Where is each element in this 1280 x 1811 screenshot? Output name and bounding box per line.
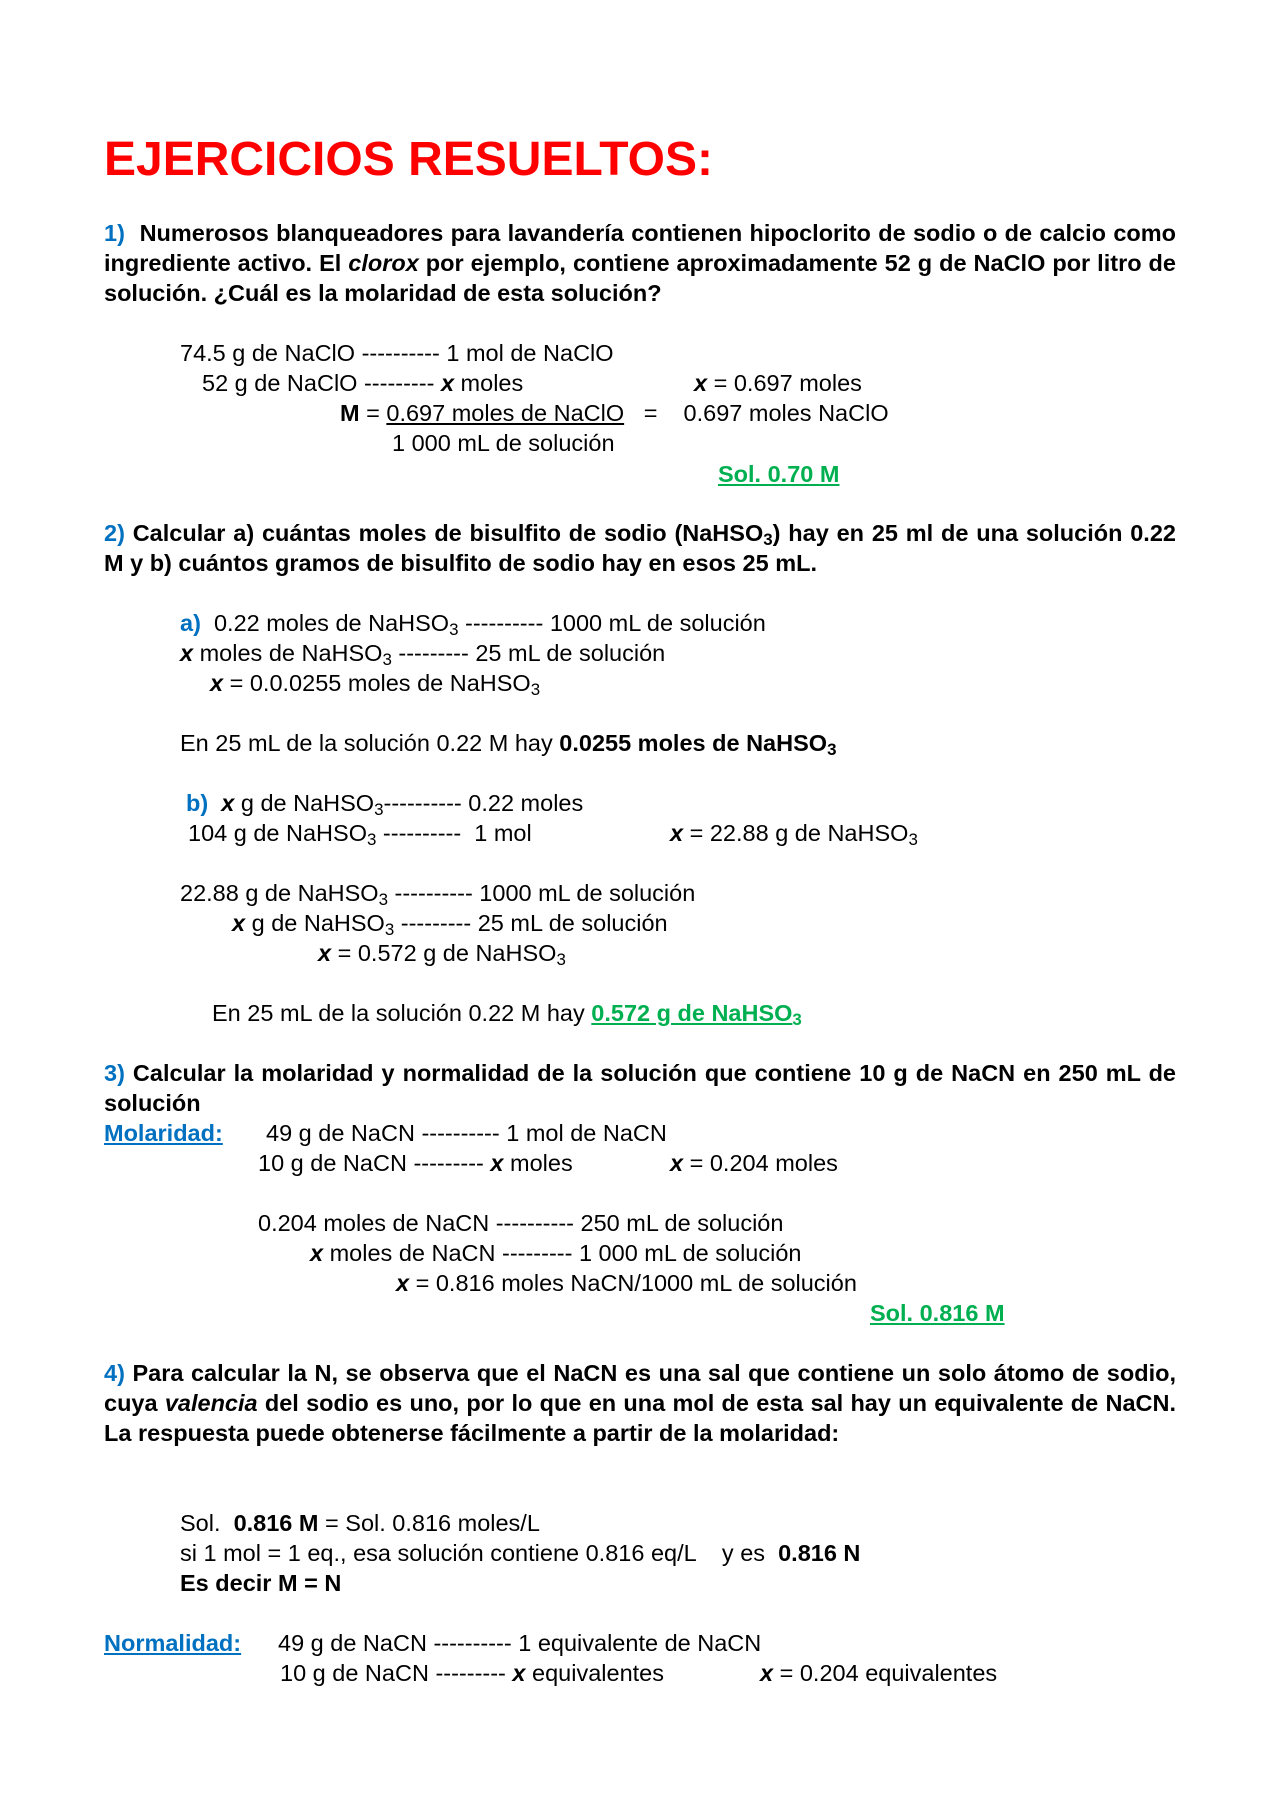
ex3-line-2: 10 g de NaCN --------- x moles [258, 1150, 573, 1176]
ex4-line-1: Sol. 0.816 M = Sol. 0.816 moles/L [180, 1510, 540, 1536]
ex4-norm-line-2: 10 g de NaCN --------- x equivalentes [280, 1660, 664, 1686]
ex2-b-line-2: 104 g de NaHSO$_3$ ---------- 1 mol [188, 820, 532, 850]
ex3-line-5: x = 0.816 moles NaCN/1000 mL de solución [396, 1270, 857, 1296]
normalidad-label: Normalidad: [104, 1630, 242, 1656]
ex3-line-4: x moles de NaCN --------- 1 000 mL de solución [310, 1240, 802, 1266]
exercise-2-question: 2) Calcular a) cuántas moles de bisulfito de sodio (NaHSO$_3$) hay en 25 ml de una solución 0.22 M y b) cuántos gramos de bisulfito de sodio hay en esos 25 mL. [104, 520, 1176, 576]
ex4-line-3: Es decir M = N [180, 1570, 342, 1596]
ex1-line-4: 1 000 mL de solución [392, 430, 615, 456]
ex4-norm-line-2-result: x = 0.204 equivalentes [760, 1660, 998, 1686]
ex1-line-1: 74.5 g de NaClO ---------- 1 mol de NaClO [180, 340, 614, 366]
ex2-a-summary: En 25 mL de la solución 0.22 M hay 0.0255 moles de NaHSO$_3$ [180, 730, 837, 760]
exercise-1-number: 1) [104, 220, 125, 246]
ex2-solution: 0.572 g de NaHSO$_3$ [591, 1000, 802, 1030]
ex2-b-line-2-result: x = 22.88 g de NaHSO$_3$ [670, 820, 918, 850]
page-title: EJERCICIOS RESUELTOS: [104, 133, 713, 186]
ex3-line-3: 0.204 moles de NaCN ---------- 250 mL de solución [258, 1210, 784, 1236]
ex2-a-line-1: a) 0.22 moles de NaHSO$_3$ ---------- 1000 mL de solución [180, 610, 766, 640]
ex4-norm-line-1: 49 g de NaCN ---------- 1 equivalente de NaCN [278, 1630, 762, 1656]
ex3-line-2-result: x = 0.204 moles [670, 1150, 838, 1176]
exercise-4-question: 4) Para calcular la N, se observa que el NaCN es una sal que contiene un solo átomo de sodio, cuya valencia del sodio es uno, por lo que en una mol de esta sal hay un equivalente de NaCN. La respuesta puede obtenerse fácilmente a partir de la molaridad: [104, 1360, 1176, 1446]
ex1-line-2: 52 g de NaClO --------- x moles [202, 370, 524, 396]
exercise-1-question: 1) Numerosos blanqueadores para lavandería contienen hipoclorito de sodio o de calcio como ingrediente activo. El clorox por ejemplo, contiene aproximadamente 52 g de NaClO por litro de solución. ¿Cuál es la molaridad de esta solución? [104, 220, 1177, 306]
ex2-c-line-2: x g de NaHSO$_3$ --------- 25 mL de solución [232, 910, 668, 940]
part-a-label: a) [180, 610, 201, 636]
molaridad-label: Molaridad: [104, 1120, 223, 1146]
ex2-a-line-3: x = 0.0.0255 moles de NaHSO$_3$ [210, 670, 541, 700]
ex2-a-line-2: x moles de NaHSO$_3$ --------- 25 mL de solución [180, 640, 666, 670]
ex3-line-1: 49 g de NaCN ---------- 1 mol de NaCN [266, 1120, 667, 1146]
exercise-2-number: 2) [104, 520, 125, 546]
ex2-b-line-1: b) x g de NaHSO$_3$---------- 0.22 moles [186, 790, 584, 820]
ex2-c-line-1: 22.88 g de NaHSO$_3$ ---------- 1000 mL de solución [180, 880, 696, 910]
exercise-3-number: 3) [104, 1060, 125, 1086]
ex4-line-2: si 1 mol = 1 eq., esa solución contiene 0.816 eq/L y es 0.816 N [180, 1540, 861, 1566]
ex1-solution: Sol. 0.70 M [718, 461, 840, 487]
ex3-solution: Sol. 0.816 M [870, 1300, 1005, 1326]
exercise-3-question: 3) Calcular la molaridad y normalidad de la solución que contiene 10 g de NaCN en 250 mL de solución [104, 1060, 1176, 1116]
ex1-line-2-result: x = 0.697 moles [694, 370, 862, 396]
ex1-line-3: M = 0.697 moles de NaClO = 0.697 moles NaClO [340, 400, 889, 426]
exercise-4-number: 4) [104, 1360, 125, 1386]
ex2-c-line-3: x = 0.572 g de NaHSO$_3$ [318, 940, 566, 970]
ex2-answer: En 25 mL de la solución 0.22 M hay 0.572 g de NaHSO$_3$ [212, 1000, 802, 1030]
part-b-label: b) [186, 790, 209, 816]
